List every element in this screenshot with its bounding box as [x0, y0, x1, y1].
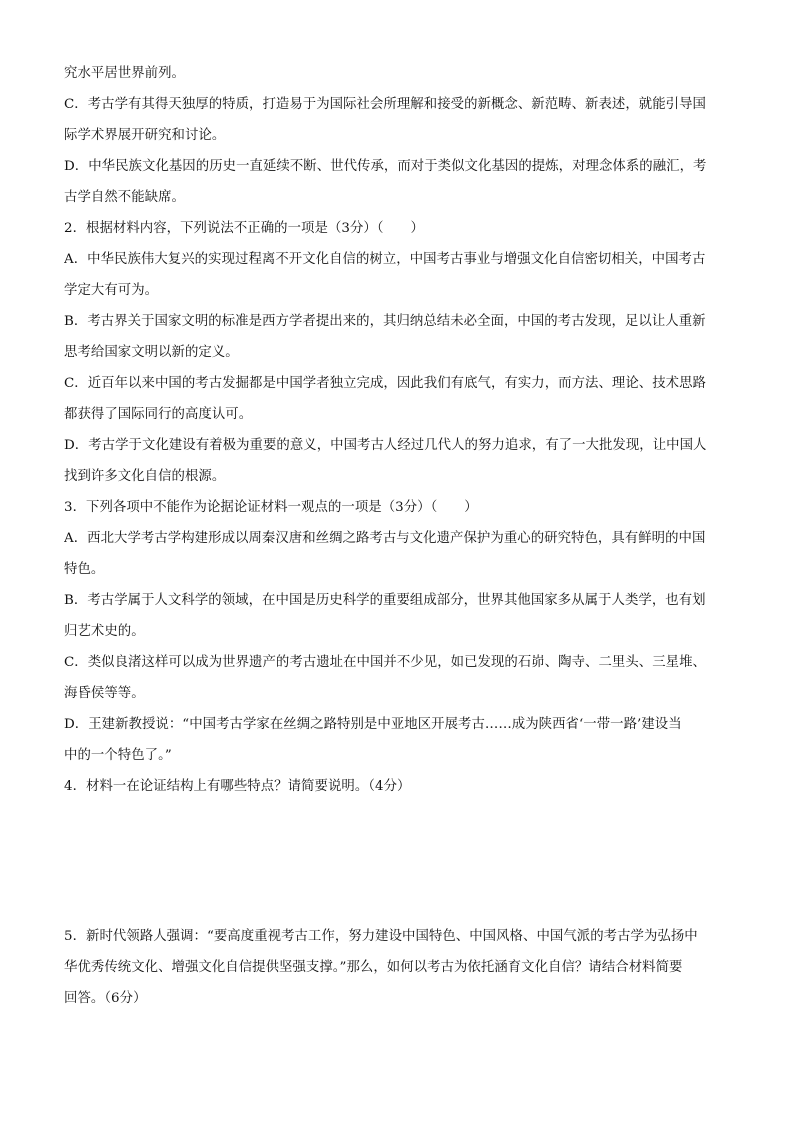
- option-c-line: C．考古学有其得天独厚的特质，打造易于为国际社会所理解和接受的新概念、新范畴、新表述，就能引导国: [64, 97, 707, 112]
- text-line: 特色。: [64, 562, 105, 577]
- text-line: 海昏侯等等。: [64, 686, 145, 701]
- option-d-line: D．中华民族文化基因的历史一直延续不断、世代传承，而对于类似文化基因的提炼，对理念体系的融汇，考: [64, 159, 707, 174]
- text-line: 学定大有可为。: [64, 283, 159, 298]
- document-body: [64, 58, 732, 1014]
- option-d-line: D．王建新教授说：“中国考古学家在丝绸之路特别是中亚地区开展考古……成为陕西省‘一带一路’建设当: [64, 717, 682, 732]
- question-3: 3．下列各项中不能作为论据论证材料一观点的一项是（3分）（ ）: [64, 500, 478, 515]
- text-line: 究水平居世界前列。: [64, 66, 185, 81]
- question-5: 5．新时代领路人强调：“要高度重视考古工作，努力建设中国特色、中国风格、中国气派的考古学为弘扬中: [64, 929, 698, 944]
- option-c-line: C．近百年以来中国的考古发掘都是中国学者独立完成，因此我们有底气，有实力，而方法、理论、技术思路: [64, 376, 707, 391]
- text-line: 回答。（6分）: [64, 991, 147, 1006]
- option-a-line: A．中华民族伟大复兴的实现过程离不开文化自信的树立，中国考古事业与增强文化自信密切相关，中国考古: [64, 252, 706, 267]
- text-line: 华优秀传统文化、增强文化自信提供坚强支撑。”那么，如何以考古为依托涵育文化自信？请结合材料简要: [64, 960, 683, 975]
- text-line: 归艺术史的。: [64, 624, 145, 639]
- text-line: 古学自然不能缺席。: [64, 190, 185, 205]
- text-line: 都获得了国际同行的高度认可。: [64, 407, 253, 422]
- text-line: 思考给国家文明以新的定义。: [64, 345, 239, 360]
- question-2: 2．根据材料内容，下列说法不正确的一项是（3分）（ ）: [64, 221, 424, 236]
- question-4: 4．材料一在论证结构上有哪些特点？请简要说明。（4分）: [64, 779, 411, 794]
- option-c-line: C．类似良渚这样可以成为世界遗产的考古遗址在中国并不少见，如已发现的石峁、陶寺、二里头、三星堆、: [64, 655, 707, 670]
- answer-space-q4: [64, 802, 732, 921]
- text-line: 找到许多文化自信的根源。: [64, 469, 226, 484]
- text-line: 中的一个特色了。”: [64, 748, 172, 763]
- option-a-line: A．西北大学考古学构建形成以周秦汉唐和丝绸之路考古与文化遗产保护为重心的研究特色，具有鲜明的中国: [64, 531, 706, 546]
- option-b-line: B．考古界关于国家文明的标准是西方学者提出来的，其归纳总结未必全面，中国的考古发现，足以让人重新: [64, 314, 706, 329]
- option-b-line: B．考古学属于人文科学的领域，在中国是历史科学的重要组成部分，世界其他国家多从属于人类学，也有划: [64, 593, 706, 608]
- text-line: 际学术界展开研究和讨论。: [64, 128, 226, 143]
- option-d-line: D．考古学于文化建设有着极为重要的意义，中国考古人经过几代人的努力追求，有了一大批发现，让中国人: [64, 438, 707, 453]
